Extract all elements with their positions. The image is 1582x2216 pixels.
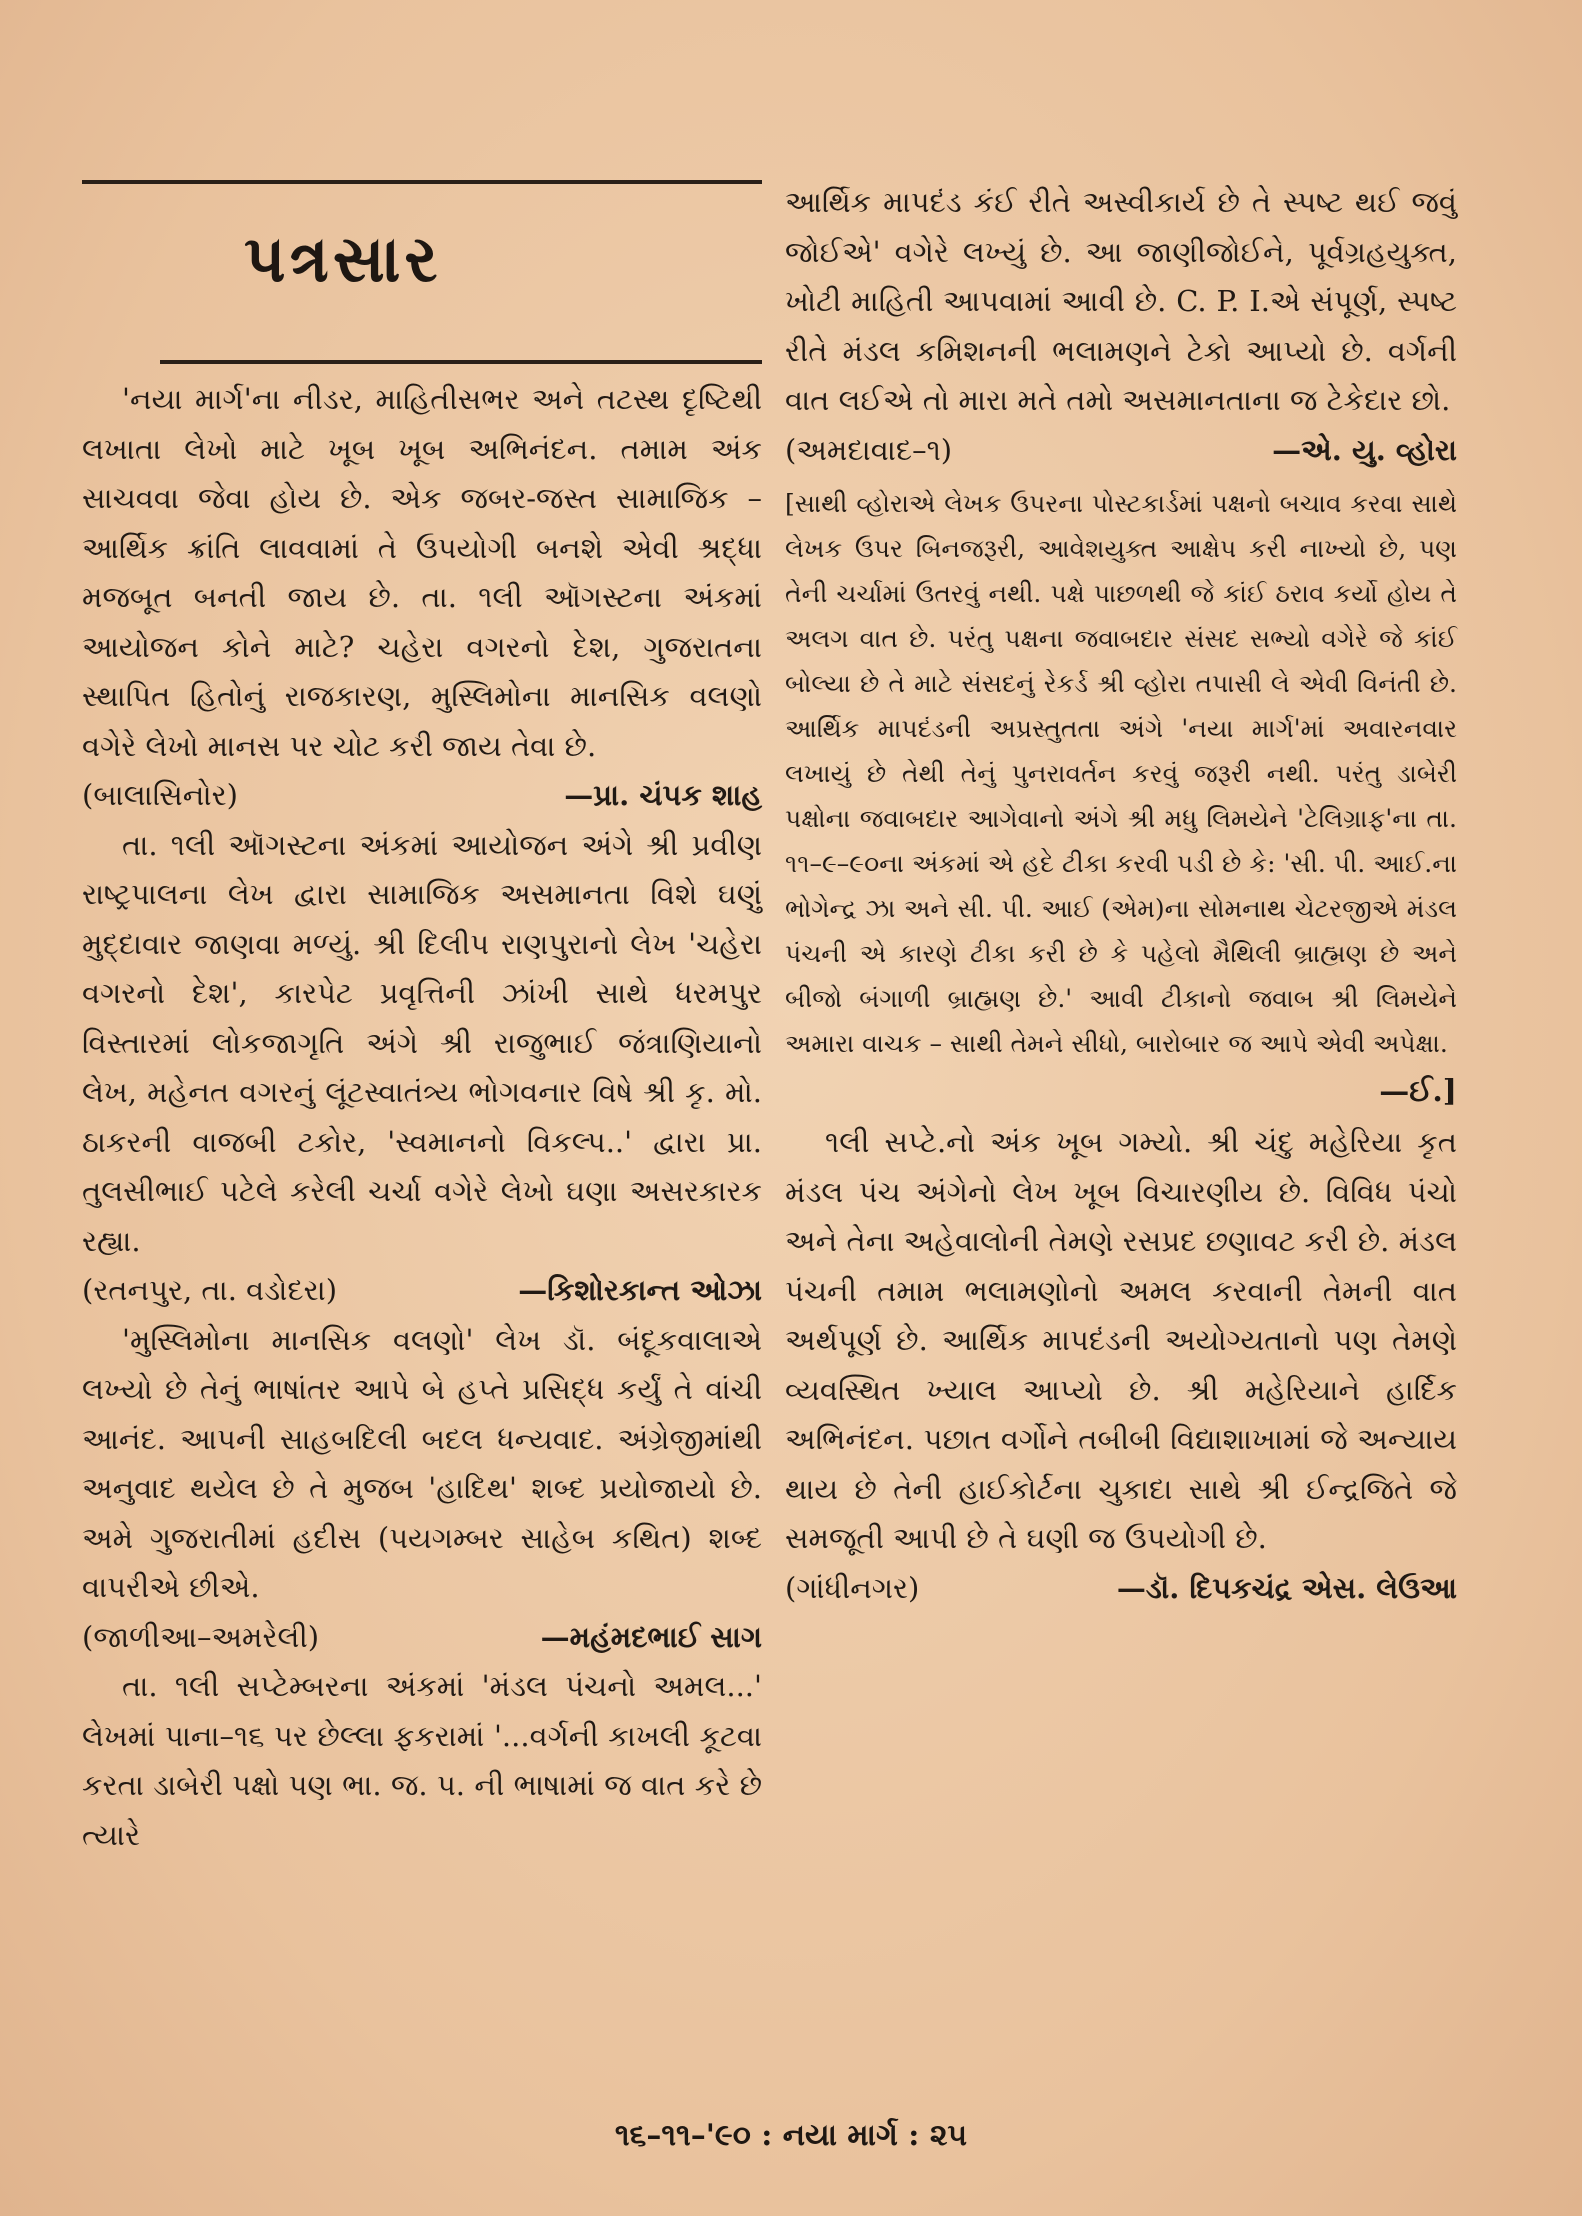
letter-body: તા. ૧લી સપ્ટેમ્બરના અંકમાં 'મંડલ પંચનો અમલ...' લેખમાં પાના–૧૬ પર છેલ્લા ફકરામાં '...વર્ગની કાખલી કૂટવા કરતા ડાબેરી પક્ષો પણ ભા. જ. પ. ની ભાષામાં જ વાત કરે છે ત્યારે [82, 1669, 762, 1852]
letter-continuation: આર્થિક માપદંડ કંઈ રીતે અસ્વીકાર્ય છે તે સ્પષ્ટ થઈ જવું જોઈએ' વગેરે લખ્યું છે. આ જાણીજોઈને, પૂર્વગ્રહયુક્ત, ખોટી માહિતી આપવામાં આવી છે. C. P. I.એ સંપૂર્ણ, સ્પષ્ટ રીતે મંડલ કમિશનની ભલામણને ટેકો આપ્યો છે. વર્ગની વાત લઈએ તો મારા મતે તમો અસમાનતાના જ ટેકેદાર છો. [785, 185, 1457, 417]
letter-body: 'મુસ્લિમોના માનસિક વલણો' લેખ ડૉ. બંદૂકવાલાએ લખ્યો છે તેનું ભાષાંતર આપે બે હપ્તે પ્રસિદ્ધ કર્યું તે વાંચી આનંદ. આપની સાહબદિલી બદલ ધન્યવાદ. અંગ્રેજીમાંથી અનુવાદ થયેલ છે તે મુજબ 'હાદિથ' શબ્દ પ્રયોજાયો છે. અમે ગુજરાતીમાં હદીસ (પયગમ્બર સાહેબ કથિત) શબ્દ વાપરીએ છીએ. [82, 1322, 762, 1604]
letter-signature [82, 771, 762, 821]
right-column [785, 178, 1457, 1613]
letter-place: (રતનપુર, તા. વડોદરા) [82, 1273, 338, 1307]
letter-author: —પ્રા. ચંપક શાહ [564, 778, 762, 812]
section-title: પત્રસાર [244, 222, 442, 297]
letter-author: —મહંમદભાઈ સાગ [540, 1619, 762, 1654]
letter-body: તા. ૧લી ઑગસ્ટના અંકમાં આયોજન અંગે શ્રી પ્રવીણ રાષ્ટ્રપાલના લેખ દ્વારા સામાજિક અસમાનતા વિશે ઘણું મુદ્દાવાર જાણવા મળ્યું. શ્રી દિલીપ રાણપુરાનો લેખ 'ચહેરા વગરનો દેશ', કારપેટ પ્રવૃત્તિની ઝાંખી સાથે ધરમપુર વિસ્તારમાં લોકજાગૃતિ અંગે શ્રી રાજુભાઈ જંત્રાણિયાનો લેખ, મહેનત વગરનું લૂંટસ્વાતંત્ર્ય ભોગવનાર વિષે શ્રી કૃ. મો. ઠાકરની વાજબી ટકોર, 'સ્વમાનનો વિકલ્પ..' દ્વારા પ્રા. તુલસીભાઈ પટેલે કરેલી ચર્ચા વગેરે લેખો ઘણા અસરકારક રહ્યા. [82, 827, 762, 1258]
letter-place: (અમદાવાદ–૧) [785, 432, 953, 467]
title-block [82, 175, 762, 375]
letter-place: (જાળીઆ–અમરેલી) [82, 1619, 320, 1654]
letter-place: (ગાંધીનગર) [785, 1570, 920, 1605]
letter-author: —ડૉ. દિપકચંદ્ર એસ. લેઉઆ [1116, 1570, 1457, 1605]
letter-author: —કિશોરકાન્ત ઓઝા [518, 1273, 762, 1307]
letter-author: —એ. યુ. વ્હોરા [1272, 432, 1457, 467]
editor-signature: —ઈ.] [1379, 1074, 1457, 1109]
letter-body: 'નયા માર્ગ'ના નીડર, માહિતીસભર અને તટસ્થ દૃષ્ટિથી લખાતા લેખો માટે ખૂબ ખૂબ અભિનંદન. તમામ અંક સાચવવા જેવા હોય છે. એક જબર-જસ્ત સામાજિક – આર્થિક ક્રાંતિ લાવવામાં તે ઉપયોગી બનશે એવી શ્રદ્ધા મજબૂત બનતી જાય છે. તા. ૧લી ઑગસ્ટના અંકમાં આયોજન કોને માટે? ચહેરા વગરનો દેશ, ગુજરાતના સ્થાપિત હિતોનું રાજકારણ, મુસ્લિમોના માનસિક વલણો વગેરે લેખો માનસ પર ચોટ કરી જાય તેવા છે. [82, 382, 762, 763]
letter-signature [82, 1266, 762, 1316]
page-footer: ૧૬–૧૧–'૯૦ : નયા માર્ગ : ૨૫ [614, 2118, 968, 2153]
letter-place: (બાલાસિનોર) [82, 778, 238, 812]
editor-note: [સાથી વ્હોરાએ લેખક ઉપરના પોસ્ટકાર્ડમાં પક્ષનો બચાવ કરવા સાથે લેખક ઉપર બિનજરૂરી, આવેશયુક્ત આક્ષેપ કરી નાખ્યો છે, પણ તેની ચર્ચામાં ઉતરવું નથી. પક્ષે પાછળથી જે કાંઈ ઠરાવ કર્યો હોય તે અલગ વાત છે. પરંતુ પક્ષના જવાબદાર સંસદ સભ્યો વગેરે જે કાંઈ બોલ્યા છે તે માટે સંસદનું રેકર્ડ શ્રી વ્હોરા તપાસી લે એવી વિનંતી છે. આર્થિક માપદંડની અપ્રસ્તુતતા અંગે 'નયા માર્ગ'માં અવારનવાર લખાયું છે તેથી તેનું પુનરાવર્તન કરવું જરૂરી નથી. પરંતુ ડાબેરી પક્ષોના જવાબદાર આગેવાનો અંગે શ્રી મધુ લિમયેને 'ટેલિગ્રાફ'ના તા. ૧૧–૯–૯૦ના અંકમાં એ હદે ટીકા કરવી પડી છે કે: 'સી. પી. આઈ.ના ભોગેન્દ્ર ઝા અને સી. પી. આઈ (એમ)ના સોમનાથ ચેટરજીએ મંડલ પંચની એ કારણે ટીકા કરી છે કે પહેલો મૈથિલી બ્રાહ્મણ છે અને બીજો બંગાળી બ્રાહ્મણ છે.' આવી ટીકાનો જવાબ શ્રી લિમયેને અમારા વાચક – સાથી તેમને સીધો, બારોબાર જ આપે એવી અપેક્ષા. [785, 489, 1457, 1058]
letter-signature [785, 1564, 1457, 1614]
letter-signature [785, 426, 1457, 476]
left-column [82, 175, 762, 1860]
letter-body: ૧લી સપ્ટે.નો અંક ખૂબ ગમ્યો. શ્રી ચંદુ મહેરિયા કૃત મંડલ પંચ અંગેનો લેખ ખૂબ વિચારણીય છે. વિવિધ પંચો અને તેના અહેવાલોની તેમણે રસપ્રદ છણાવટ કરી છે. મંડલ પંચની તમામ ભલામણોનો અમલ કરવાની તેમની વાત અર્થપૂર્ણ છે. આર્થિક માપદંડની અયોગ્યતાનો પણ તેમણે વ્યવસ્થિત ખ્યાલ આપ્યો છે. શ્રી મહેરિયાને હાર્દિક અભિનંદન. પછાત વર્ગોને તબીબી વિદ્યાશાખામાં જે અન્યાય થાય છે તેની હાઈકોર્ટના ચુકાદા સાથે શ્રી ઈન્દ્રજિતે જે સમજૂતી આપી છે તે ઘણી જ ઉપયોગી છે. [785, 1125, 1457, 1555]
letter-signature [82, 1613, 762, 1663]
